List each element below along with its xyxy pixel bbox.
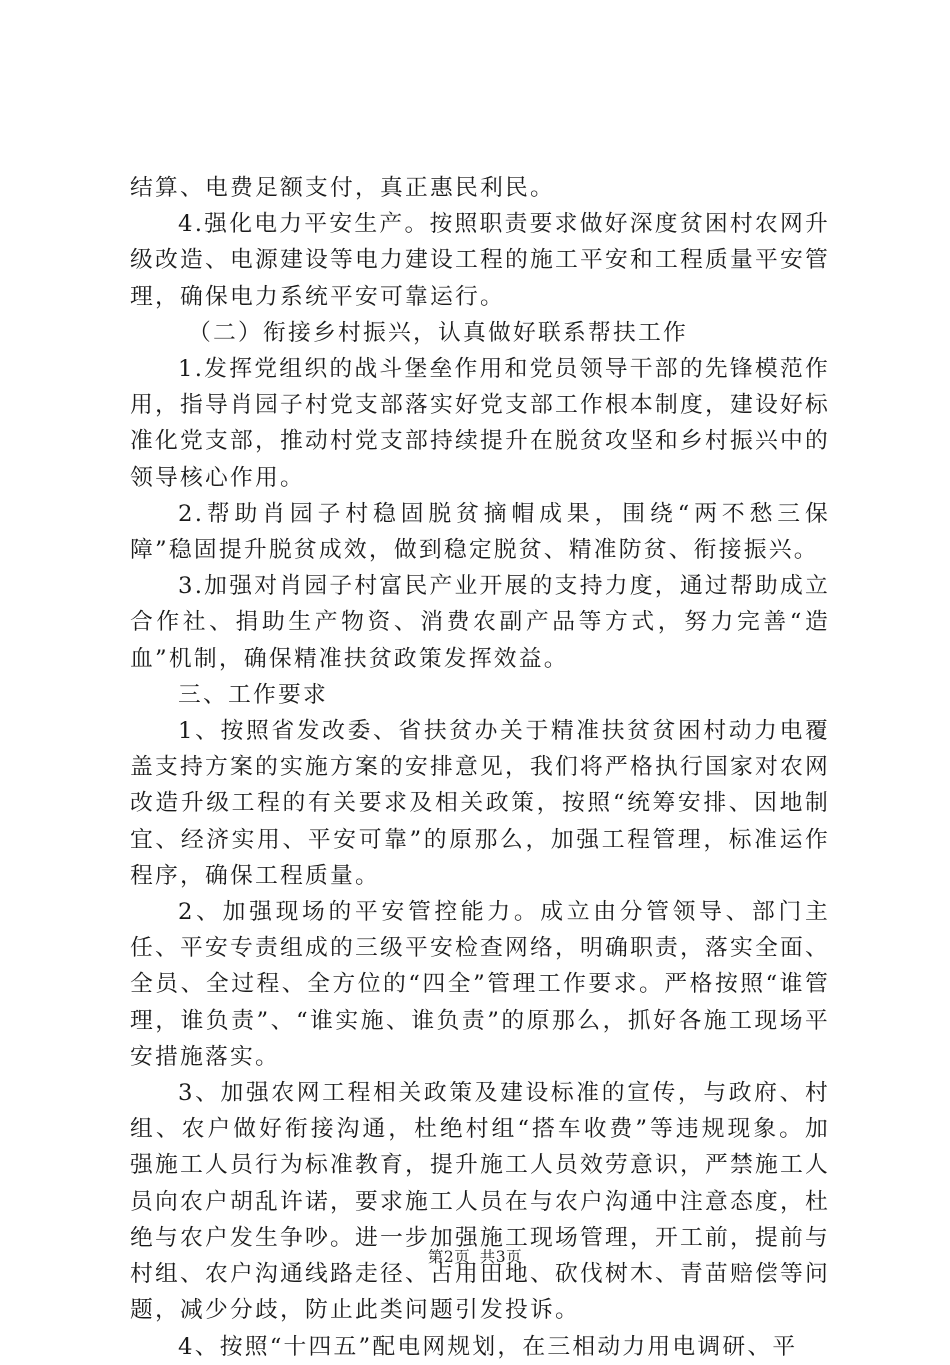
page-number: 第2页 <box>427 1248 471 1266</box>
paragraph-requirement-4: 4、按照“十四五”配电网规划，在三相动力用电调研、平 <box>178 1333 798 1360</box>
paragraph-requirement-1: 1、按照省发改委、省扶贫办关于精准扶贫贫困村动力电覆盖支持方案的实施方案的安排意见，我们将严格执行国家对农网改造升级工程的有关要求及相关政策，按照“统筹安排、因地制宜、经济实用、平安可靠”的原那么，加强工程管理，标准运作程序，确保工程质量。 <box>130 718 830 889</box>
paragraph-requirement-3: 3、加强农网工程相关政策及建设标准的宣传，与政府、村组、农户做好衔接沟通，杜绝村组“搭车收费”等违规现象。加强施工人员行为标准教育，提升施工人员效劳意识，严禁施工人员向农户胡乱许诺，要求施工人员在与农户沟通中注意态度，杜绝与农户发生争吵。进一步加强施工现场管理，开工前，提前与村组、农户沟通线路走径、占用田地、砍伐树木、青苗赔偿等问题，减少分歧，防止此类问题引发投诉。 <box>130 1080 830 1324</box>
paragraph-item-3-industry-support: 3.加强对肖园子村富民产业开展的支持力度，通过帮助成立合作社、捐助生产物资、消费农副产品等方式，努力完善“造血”机制，确保精准扶贫政策发挥效益。 <box>130 573 830 672</box>
page-footer <box>0 1245 950 1267</box>
paragraph-item-4-safety: 4.强化电力平安生产。按照职责要求做好深度贫困村农网升级改造、电源建设等电力建设工程的施工平安和工程质量平安管理，确保电力系统平安可靠运行。 <box>130 211 830 310</box>
paragraph-item-2-poverty-results: 2.帮助肖园子村稳固脱贫摘帽成果，围绕“两不愁三保障”稳固提升脱贫成效，做到稳定脱贫、精准防贫、衔接振兴。 <box>130 500 830 564</box>
document-body <box>130 170 830 1365</box>
paragraph-continuation: 结算、电费足额支付，真正惠民利民。 <box>130 175 555 201</box>
section-heading-rural-revitalization: （二）衔接乡村振兴，认真做好联系帮扶工作 <box>188 319 688 346</box>
paragraph-item-1-party-organization: 1.发挥党组织的战斗堡垒作用和党员领导干部的先锋模范作用，指导肖园子村党支部落实好党支部工作根本制度，建设好标准化党支部，推动村党支部持续提升在脱贫攻坚和乡村振兴中的领导核心作用。 <box>130 356 830 491</box>
section-heading-work-requirements: 三、工作要求 <box>178 681 328 708</box>
page-total: 共3页 <box>479 1248 523 1266</box>
paragraph-requirement-2: 2、加强现场的平安管控能力。成立由分管领导、部门主任、平安专责组成的三级平安检查网络，明确职责，落实全面、全员、全过程、全方位的“四全”管理工作要求。严格按照“谁管理，谁负责”、“谁实施、谁负责”的原那么，抓好各施工现场平安措施落实。 <box>130 899 830 1070</box>
